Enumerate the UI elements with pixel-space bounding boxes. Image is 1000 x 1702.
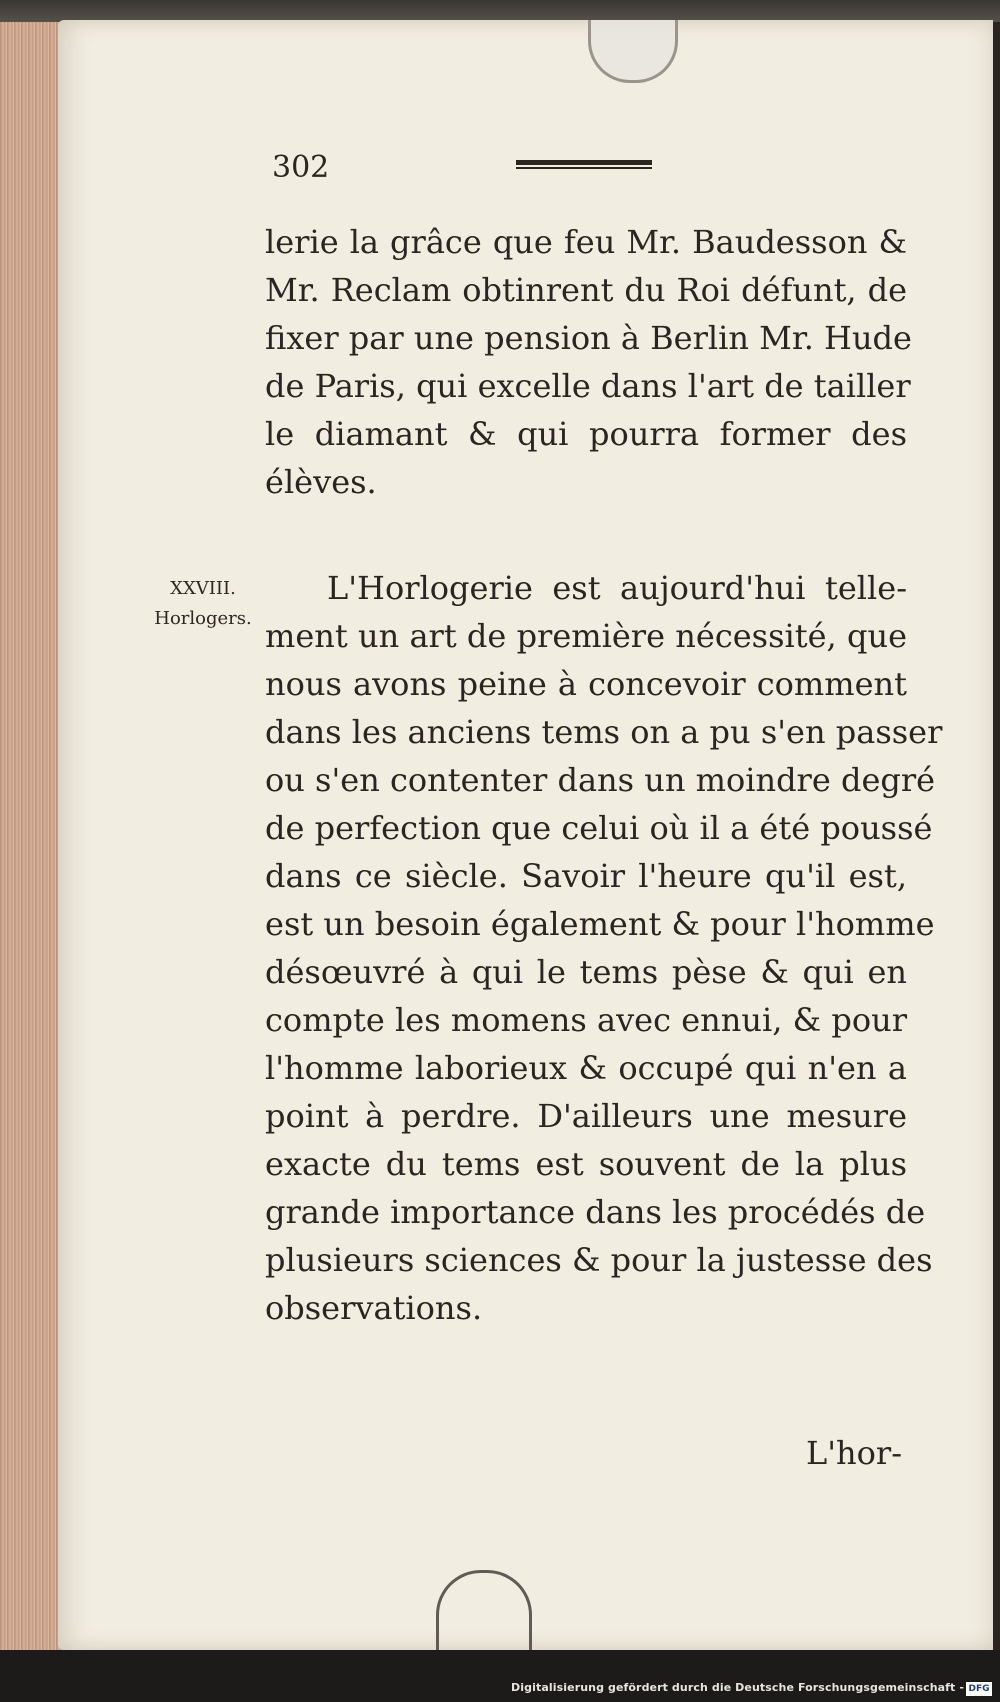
text-line: fixer par une pension à Berlin Mr. Hude — [265, 319, 912, 357]
header-rule — [516, 160, 652, 169]
text-line: compte les momens avec ennui, & pour — [265, 1001, 907, 1039]
text-line: est un besoin également & pour l'homme — [265, 905, 935, 943]
text-line: dans ce siècle. Savoir l'heure qu'il est, — [265, 857, 907, 895]
text-line: lerie la grâce que feu Mr. Baudesson & — [265, 223, 907, 261]
text-line: le diamant & qui pourra former des — [265, 415, 907, 453]
text-line: désœuvré à qui le tems pèse & qui en — [265, 953, 907, 991]
paragraph-1 — [265, 218, 912, 506]
dfg-logo-icon: DFG — [966, 1682, 992, 1696]
margin-note-number: XXVIII. — [170, 578, 236, 599]
text-line: point à perdre. D'ailleurs une mesure — [265, 1097, 907, 1135]
text-line: exacte du tems est souvent de la plus — [265, 1145, 907, 1183]
scan-footer-bar — [0, 1650, 1000, 1702]
text-line: de Paris, qui excelle dans l'art de tailler — [265, 367, 911, 405]
paragraph-2 — [265, 564, 943, 1332]
text-line: grande importance dans les procédés de — [265, 1193, 926, 1231]
margin-note-label: Horlogers. — [154, 608, 252, 629]
text-line: nous avons peine à concevoir comment — [265, 665, 907, 703]
text-line: ment un art de première nécessité, que — [265, 617, 907, 655]
text-line: L'Horlogerie est aujourd'hui telle- — [327, 569, 907, 607]
text-line: ou s'en contenter dans un moindre degré — [265, 761, 936, 799]
page-number: 302 — [272, 150, 330, 185]
text-line: Mr. Reclam obtinrent du Roi défunt, de — [265, 271, 907, 309]
text-line: plusieurs sciences & pour la justesse des — [265, 1241, 933, 1279]
margin-note — [148, 574, 258, 634]
text-line: dans les anciens tems on a pu s'en passer — [265, 713, 943, 751]
text-line: élèves. — [265, 463, 377, 501]
text-line: de perfection que celui où il a été poussé — [265, 809, 933, 847]
page-clip-top — [588, 20, 678, 83]
text-line: observations. — [265, 1289, 483, 1327]
catchword: L'hor- — [806, 1434, 903, 1472]
text-line: l'homme laborieux & occupé qui n'en a — [265, 1049, 907, 1087]
scan-top-border — [0, 0, 1000, 22]
digitization-credit: Digitalisierung gefördert durch die Deutsche Forschungsgemeinschaft - — [511, 1681, 964, 1694]
